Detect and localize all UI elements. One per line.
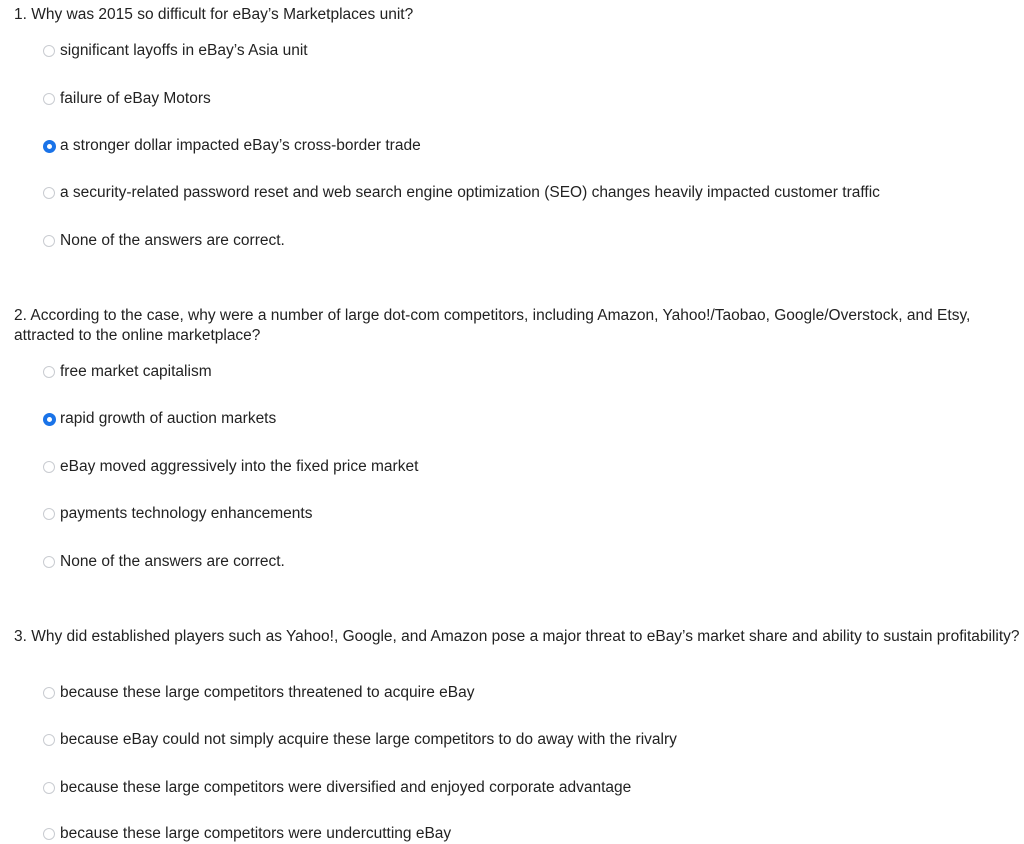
q1-option-4[interactable] — [43, 183, 880, 203]
radio-unchecked-icon[interactable] — [43, 235, 55, 247]
question-3-text — [14, 627, 1024, 647]
option-label: failure of eBay Motors — [60, 90, 211, 107]
radio-unchecked-icon[interactable] — [43, 556, 55, 568]
radio-unchecked-icon[interactable] — [43, 508, 55, 520]
question-2-text — [14, 306, 1024, 346]
radio-checked-icon[interactable] — [43, 413, 56, 426]
radio-unchecked-icon[interactable] — [43, 734, 55, 746]
radio-unchecked-icon[interactable] — [43, 782, 55, 794]
q3-option-4[interactable] — [43, 824, 451, 844]
question-1 — [14, 5, 1024, 25]
question-2-number: 2. — [14, 307, 27, 324]
option-label: because these large competitors were diversified and enjoyed corporate advantage — [60, 779, 632, 796]
question-2 — [14, 306, 1024, 346]
q1-option-5[interactable] — [43, 231, 285, 251]
q1-option-2[interactable] — [43, 89, 211, 109]
radio-unchecked-icon[interactable] — [43, 461, 55, 473]
radio-checked-icon[interactable] — [43, 140, 56, 153]
option-label: significant layoffs in eBay’s Asia unit — [60, 42, 308, 59]
question-1-prompt: Why was 2015 so difficult for eBay’s Marketplaces unit? — [31, 6, 414, 23]
option-label: rapid growth of auction markets — [60, 410, 277, 427]
option-label: because these large competitors threatened to acquire eBay — [60, 684, 475, 701]
question-3 — [14, 627, 1024, 647]
q3-option-3[interactable] — [43, 778, 631, 798]
q2-option-2[interactable] — [43, 409, 276, 429]
question-1-text — [14, 5, 1024, 25]
radio-unchecked-icon[interactable] — [43, 828, 55, 840]
q3-option-2[interactable] — [43, 730, 677, 750]
option-label: free market capitalism — [60, 363, 212, 380]
option-label: payments technology enhancements — [60, 505, 313, 522]
q2-option-5[interactable] — [43, 552, 285, 572]
option-label: a security-related password reset and web search engine optimization (SEO) changes heavily impacted customer traffic — [60, 184, 880, 201]
radio-unchecked-icon[interactable] — [43, 187, 55, 199]
option-label: a stronger dollar impacted eBay’s cross-border trade — [60, 137, 421, 154]
question-2-prompt: According to the case, why were a number of large dot-com competitors, including Amazon, Yahoo!/Taobao, Google/Overstock, and Etsy, attracted to the online marketplace? — [14, 307, 971, 344]
q3-option-1[interactable] — [43, 683, 474, 703]
option-label: because eBay could not simply acquire these large competitors to do away with the rivalry — [60, 731, 677, 748]
q2-option-1[interactable] — [43, 362, 212, 382]
option-label: eBay moved aggressively into the fixed price market — [60, 458, 419, 475]
q1-option-1[interactable] — [43, 41, 308, 61]
q1-option-3[interactable] — [43, 136, 421, 156]
radio-unchecked-icon[interactable] — [43, 45, 55, 57]
option-label: None of the answers are correct. — [60, 232, 285, 249]
radio-unchecked-icon[interactable] — [43, 366, 55, 378]
q2-option-4[interactable] — [43, 504, 312, 524]
radio-unchecked-icon[interactable] — [43, 93, 55, 105]
radio-unchecked-icon[interactable] — [43, 687, 55, 699]
question-3-prompt: Why did established players such as Yahoo!, Google, and Amazon pose a major threat to eBay’s market share and ability to sustain profitability? — [31, 628, 1020, 645]
question-1-number: 1. — [14, 6, 27, 23]
option-label: because these large competitors were undercutting eBay — [60, 825, 452, 842]
question-3-number: 3. — [14, 628, 27, 645]
q2-option-3[interactable] — [43, 457, 418, 477]
option-label: None of the answers are correct. — [60, 553, 285, 570]
